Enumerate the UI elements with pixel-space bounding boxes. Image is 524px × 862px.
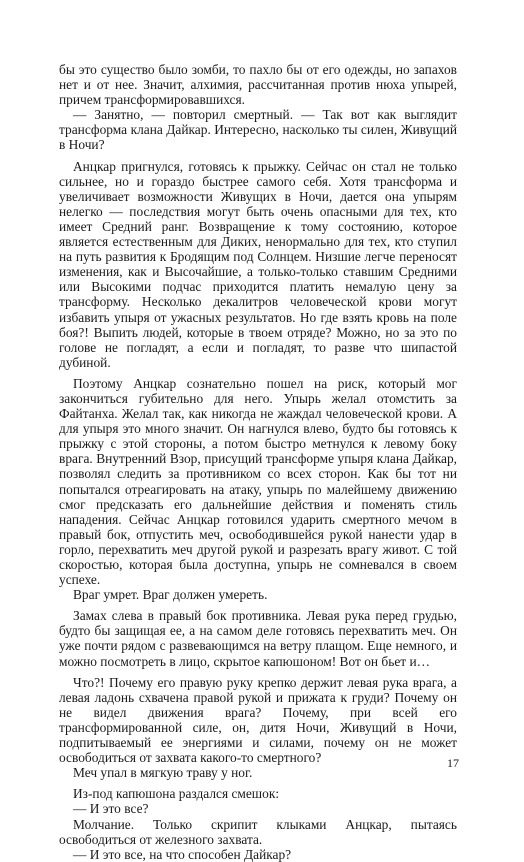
- paragraph: Из-под капюшона раздался смешок:: [73, 786, 280, 802]
- paragraph: — И это все, на что способен Дайкар?: [73, 846, 292, 862]
- page-number: 17: [447, 756, 459, 770]
- paragraph: бы это существо было зомби, то пахло бы от его одежды, но запахов нет и от нее. Значит, алхимия, рассчитанная против нюха упырей, причем трансформировавшихся.: [59, 62, 457, 108]
- body-text: [59, 62, 457, 862]
- paragraph: Враг умрет. Враг должен умереть.: [73, 587, 268, 603]
- paragraph: — И это все?: [73, 801, 149, 817]
- paragraph: Поэтому Анцкар сознательно пошел на риск, который мог закончиться губительно для него. Упырь желал отомстить за Файтанха. Желал так, как никогда не жаждал человеческой крови. А для упыря это много значит. Он нагнулся влево, будто бы готовясь к прыжку с этой стороны, а потом быстро метнулся к левому боку врага. Внутренний Взор, присущий трансформе упыря клана Дайкар, позволял следить за противником со всех сторон. Как бы тот ни попытался отреагировать на атаку, упырь по малейшему движению смог предсказать его дальнейшие действия и поменять стиль нападения. Сейчас Анцкар готовился ударить смертного мечом в правый бок, отпустить меч, освободившейся рукой нанести удар в горло, перехватить меч другой рукой и разрезать врагу живот. С той скоростью, которая была доступна, упырь не сомневался в своем успехе.: [59, 375, 457, 588]
- paragraph: Что?! Почему его правую руку крепко держит левая рука врага, а левая ладонь схвачена правой рукой и прижата к груди? Почему он не видел движения врага? Почему, при всей его трансформированной силе, он, дитя Ночи, Живущий в Ночи, подпитываемый ее энергиями и силами, почему он не может освободиться от захвата какого-то смертного?: [59, 674, 457, 766]
- paragraph: Молчание. Только скрипит клыками Анцкар, пытаясь освободиться от железного захвата.: [59, 816, 457, 847]
- paragraph: — Занятно, — повторил смертный. — Так вот как выглядит трансформа клана Дайкар. Интересно, насколько ты силен, Живущий в Ночи?: [59, 107, 457, 153]
- paragraph: Замах слева в правый бок противника. Левая рука перед грудью, будто бы защищая ее, а на самом деле готовясь перехватить меч. Он уже почти рядом с развевающимся на ветру плащом. Еще немного, и можно посмотреть в лицо, скрытое капюшоном! Вот он бьет и…: [59, 608, 457, 669]
- paragraph: Анцкар пригнулся, готовясь к прыжку. Сейчас он стал не только сильнее, но и гораздо быстрее самого себя. Хотя трансформа и увеличивает возможности Живущих в Ночи, дается она упырям нелегко — последствия могут быть очень опасными для тех, кто имеет Средний ранг. Возвращение к тому состоянию, которое является естественным для Диких, ненормально для тех, кто ступил на путь развития к Бродящим под Солнцем. Низшие легче переносят изменения, как и Высочайшие, а только-только ставшим Средними или Высокими подчас приходится платить немалую цену за трансформу. Несколько декалитров человеческой крови могут избавить упыря от ужасных результатов. Но где взять кровь на поле боя?! Выпить людей, которые в твоем отряде? Можно, но за это по голове не погладят, а если и погладят, то разве что шипастой дубиной.: [59, 158, 457, 370]
- paragraph: Меч упал в мягкую траву у ног.: [73, 765, 253, 781]
